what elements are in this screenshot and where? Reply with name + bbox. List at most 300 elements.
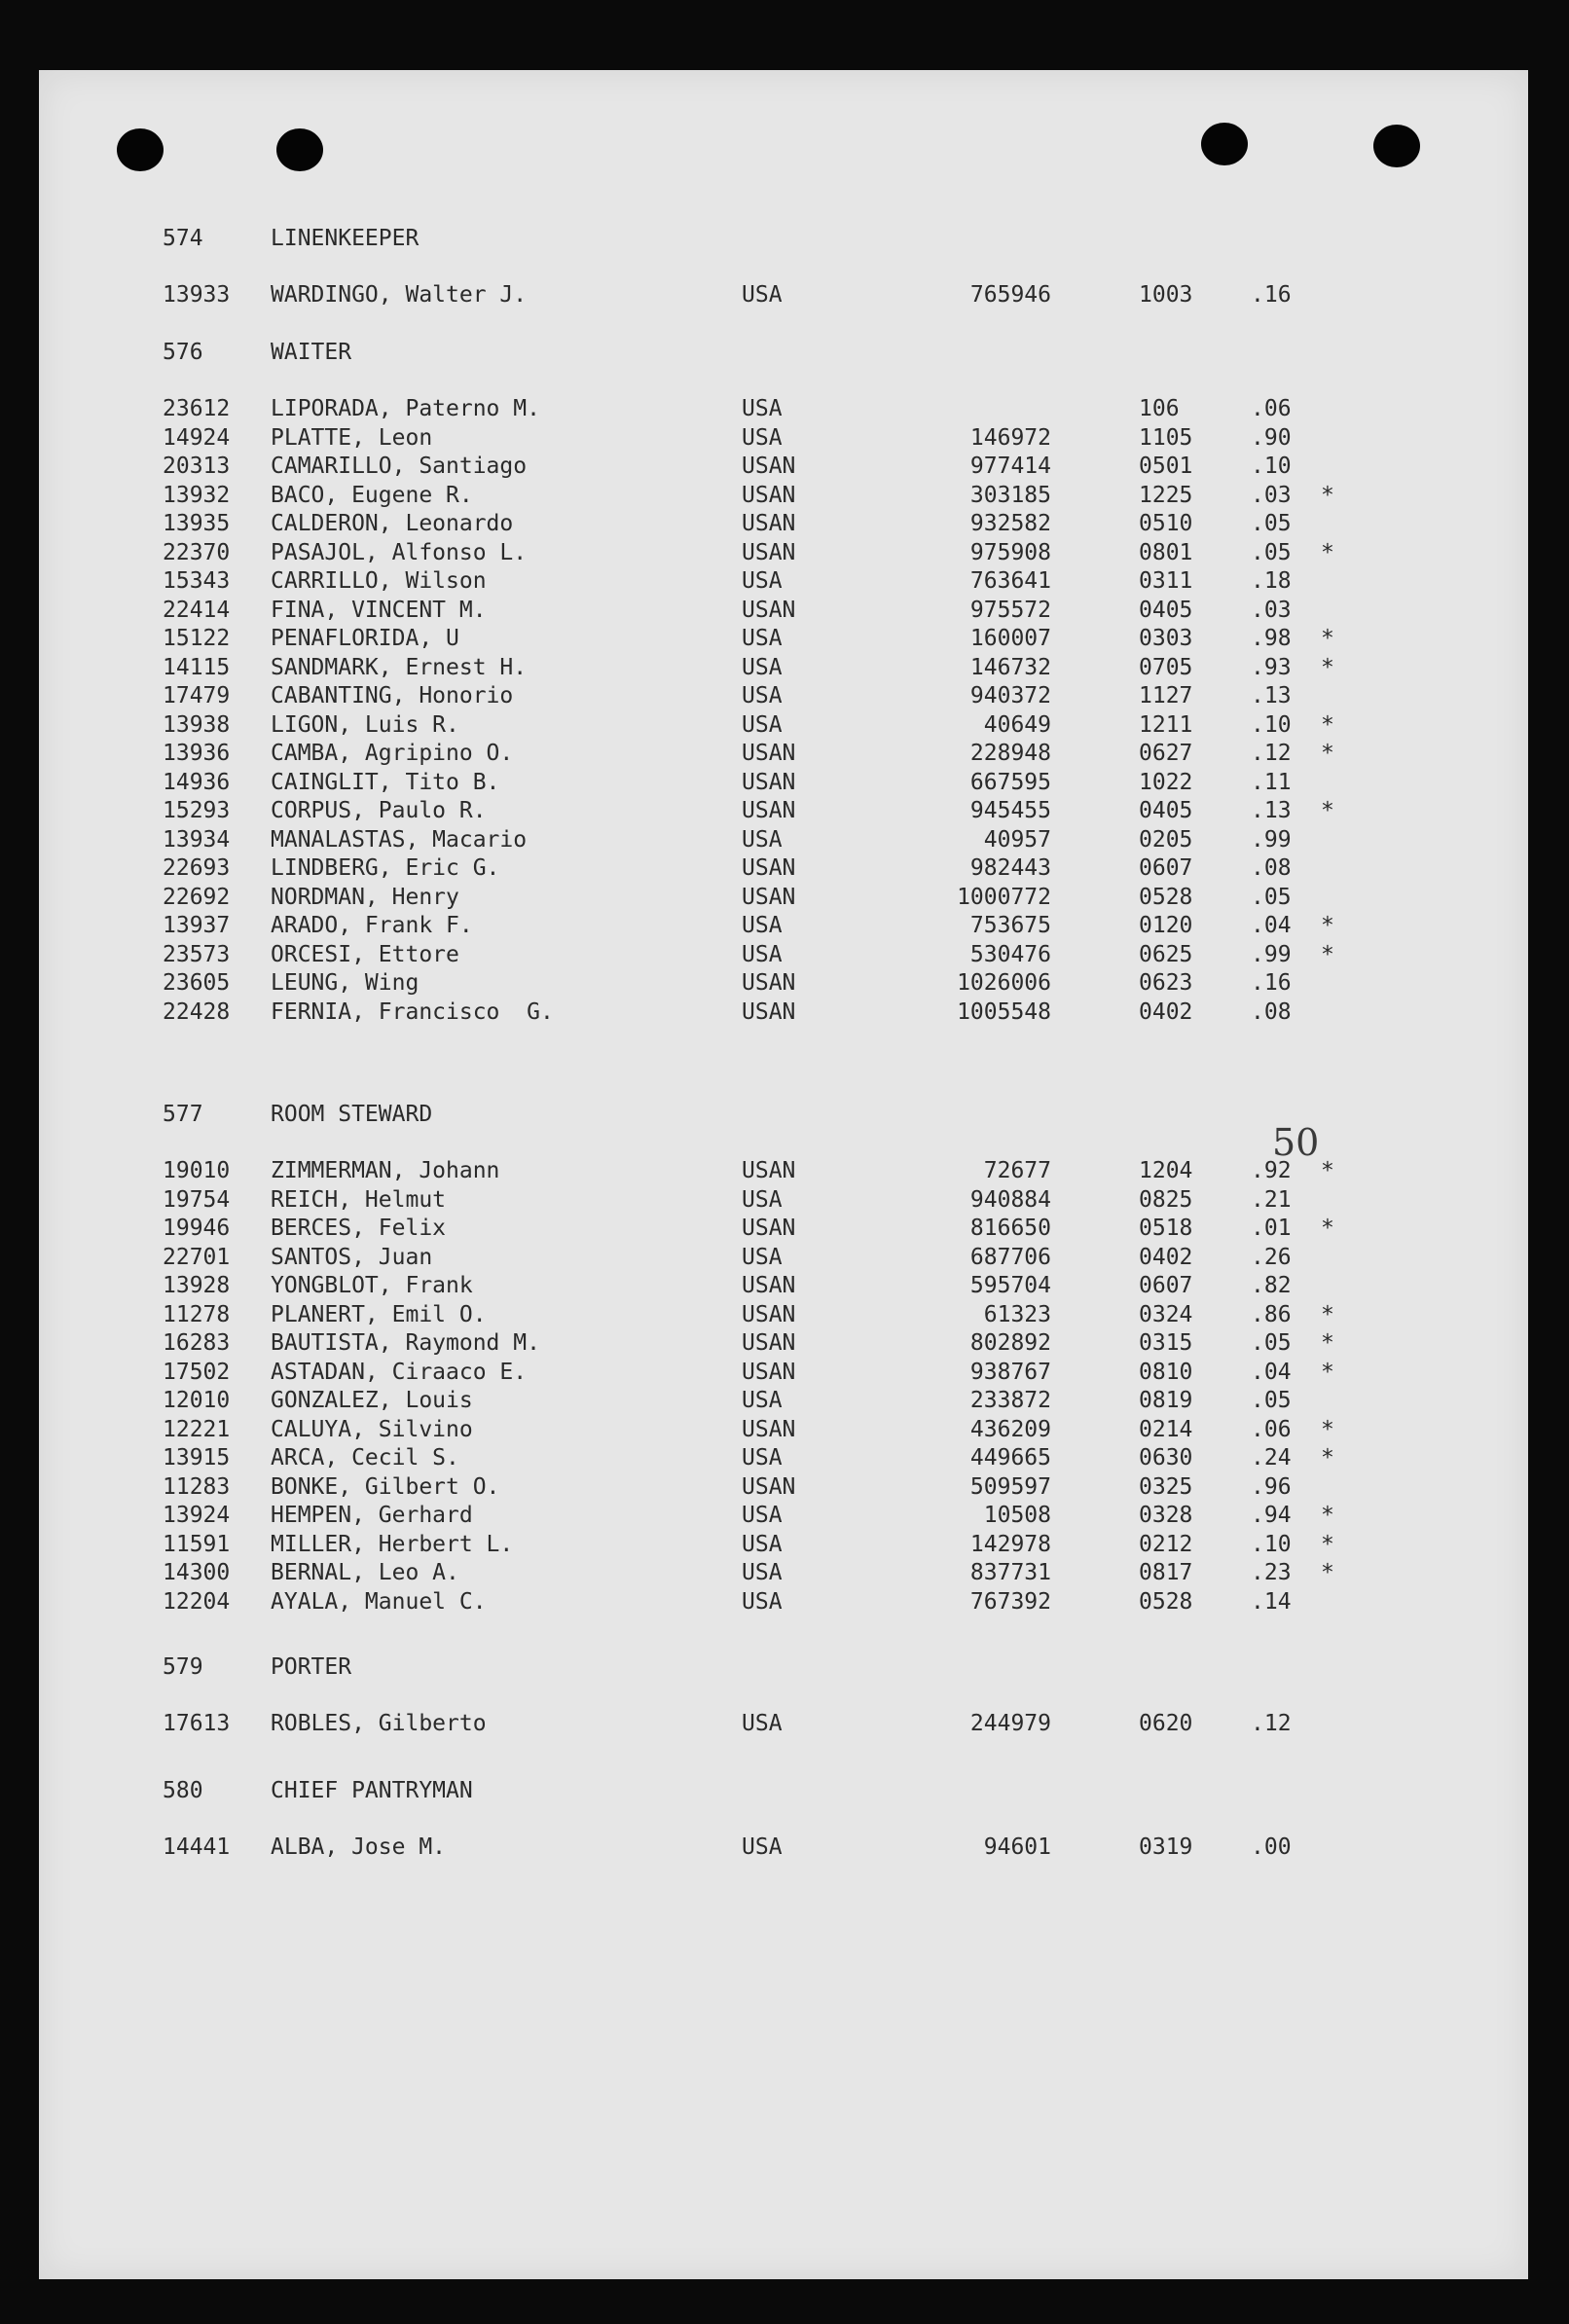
rate-value: .16 xyxy=(1251,970,1292,996)
employee-id: 13933 xyxy=(163,282,231,308)
nationality: USA xyxy=(742,683,783,708)
employee-id: 22692 xyxy=(163,884,231,910)
document-number: 932582 xyxy=(969,511,1051,536)
date-code: 0607 xyxy=(1139,855,1193,881)
date-code: 0801 xyxy=(1139,539,1193,565)
nationality: USAN xyxy=(742,884,796,910)
table-row xyxy=(39,282,1528,311)
employee-name: CAMBA, Agripino O. xyxy=(271,741,514,766)
document-number: 233872 xyxy=(969,1388,1051,1413)
employee-id: 13924 xyxy=(163,1503,231,1528)
nationality: USA xyxy=(742,568,783,594)
table-row xyxy=(39,970,1528,999)
employee-id: 11591 xyxy=(163,1531,231,1557)
date-code: 0402 xyxy=(1139,1244,1193,1270)
table-row xyxy=(39,568,1528,598)
section-577 xyxy=(39,1102,1528,1617)
employee-name: CALDERON, Leonardo xyxy=(271,511,514,536)
nationality: USAN xyxy=(742,999,796,1025)
table-row xyxy=(39,1834,1528,1864)
asterisk-mark: * xyxy=(1321,1330,1334,1356)
document-number: 10508 xyxy=(983,1503,1051,1528)
nationality: USA xyxy=(742,626,783,651)
nationality: USA xyxy=(742,1531,783,1557)
date-code: 0528 xyxy=(1139,1588,1193,1615)
asterisk-mark: * xyxy=(1321,539,1334,565)
date-code: 1127 xyxy=(1139,683,1193,708)
date-code: 0623 xyxy=(1139,970,1193,996)
date-code: 0817 xyxy=(1139,1560,1193,1585)
rate-value: .90 xyxy=(1251,424,1292,451)
date-code: 1022 xyxy=(1139,769,1193,795)
nationality: USA xyxy=(742,1445,783,1471)
date-code: 1211 xyxy=(1139,711,1193,738)
table-row xyxy=(39,1302,1528,1331)
nationality: USA xyxy=(742,826,783,853)
table-row xyxy=(39,741,1528,770)
rate-value: .08 xyxy=(1251,999,1292,1025)
section-rows xyxy=(39,1834,1528,1864)
nationality: USAN xyxy=(742,1359,796,1385)
date-code: 1105 xyxy=(1139,424,1193,451)
nationality: USAN xyxy=(742,1273,796,1298)
nationality: USA xyxy=(742,941,783,967)
section-rows xyxy=(39,396,1528,1028)
employee-id: 17502 xyxy=(163,1359,231,1385)
employee-name: LIGON, Luis R. xyxy=(271,711,459,738)
table-row xyxy=(39,855,1528,885)
table-row xyxy=(39,827,1528,856)
nationality: USAN xyxy=(742,1158,796,1183)
employee-name: PLATTE, Leon xyxy=(271,424,433,451)
date-code: 0528 xyxy=(1139,884,1193,910)
employee-id: 14936 xyxy=(163,769,231,795)
document-number: 228948 xyxy=(969,741,1051,766)
employee-id: 23573 xyxy=(163,941,231,967)
rate-value: .18 xyxy=(1251,568,1292,594)
rate-value: .12 xyxy=(1251,1711,1292,1736)
document-number: 160007 xyxy=(969,626,1051,651)
employee-id: 19010 xyxy=(163,1158,231,1183)
employee-name: BACO, Eugene R. xyxy=(271,482,473,508)
section-579 xyxy=(39,1654,1528,1740)
section-title: PORTER xyxy=(271,1654,352,1680)
employee-name: NORDMAN, Henry xyxy=(271,884,459,910)
rate-value: .99 xyxy=(1251,941,1292,967)
table-row xyxy=(39,626,1528,655)
employee-id: 14115 xyxy=(163,654,231,680)
table-row xyxy=(39,1216,1528,1245)
section-header xyxy=(39,1654,1528,1711)
table-row xyxy=(39,1560,1528,1589)
table-row xyxy=(39,913,1528,942)
employee-id: 13938 xyxy=(163,711,231,738)
employee-name: CABANTING, Honorio xyxy=(271,683,514,708)
employee-id: 22701 xyxy=(163,1244,231,1270)
table-row xyxy=(39,1445,1528,1474)
page-number: 50 xyxy=(1272,1121,1320,1164)
section-header xyxy=(39,340,1528,396)
document-number: 142978 xyxy=(969,1531,1051,1557)
document-number: 667595 xyxy=(969,769,1051,795)
table-row xyxy=(39,1503,1528,1532)
rate-value: .03 xyxy=(1251,482,1292,508)
nationality: USAN xyxy=(742,1216,796,1241)
date-code: 0620 xyxy=(1139,1711,1193,1736)
document-number: 975572 xyxy=(969,597,1051,623)
nationality: USA xyxy=(742,654,783,680)
employee-id: 12204 xyxy=(163,1588,231,1615)
date-code: 1204 xyxy=(1139,1158,1193,1183)
rate-value: .16 xyxy=(1251,282,1292,308)
employee-id: 13932 xyxy=(163,482,231,508)
employee-id: 20313 xyxy=(163,454,231,479)
document-number: 436209 xyxy=(969,1416,1051,1442)
section-header xyxy=(39,226,1528,282)
nationality: USAN xyxy=(742,798,796,823)
document-number: 72677 xyxy=(983,1158,1051,1183)
document-number: 146732 xyxy=(969,654,1051,680)
employee-id: 12221 xyxy=(163,1416,231,1442)
date-code: 0212 xyxy=(1139,1531,1193,1557)
document-number: 244979 xyxy=(969,1711,1051,1736)
employee-id: 17613 xyxy=(163,1711,231,1736)
employee-name: SANTOS, Juan xyxy=(271,1244,433,1270)
document-number: 687706 xyxy=(969,1244,1051,1270)
employee-id: 11278 xyxy=(163,1301,231,1327)
rate-value: .24 xyxy=(1251,1445,1292,1471)
rate-value: .21 xyxy=(1251,1186,1292,1213)
table-row xyxy=(39,396,1528,425)
date-code: 0607 xyxy=(1139,1273,1193,1298)
employee-id: 14300 xyxy=(163,1560,231,1585)
asterisk-mark: * xyxy=(1321,1503,1334,1528)
section-title: ROOM STEWARD xyxy=(271,1102,433,1127)
nationality: USAN xyxy=(742,454,796,479)
document-number: 938767 xyxy=(969,1359,1051,1385)
employee-name: CORPUS, Paulo R. xyxy=(271,798,487,823)
document-number: 449665 xyxy=(969,1445,1051,1471)
rate-value: .01 xyxy=(1251,1216,1292,1241)
asterisk-mark: * xyxy=(1321,711,1334,738)
employee-name: PENAFLORIDA, U xyxy=(271,626,459,651)
date-code: 0510 xyxy=(1139,511,1193,536)
document-number: 753675 xyxy=(969,913,1051,938)
asterisk-mark: * xyxy=(1321,482,1334,508)
date-code: 0311 xyxy=(1139,568,1193,594)
nationality: USA xyxy=(742,1560,783,1585)
table-row xyxy=(39,1711,1528,1740)
employee-id: 15343 xyxy=(163,568,231,594)
document-number: 1005548 xyxy=(957,999,1051,1025)
date-code: 0328 xyxy=(1139,1503,1193,1528)
employee-name: ARCA, Cecil S. xyxy=(271,1445,459,1471)
nationality: USAN xyxy=(742,482,796,508)
employee-id: 16283 xyxy=(163,1330,231,1356)
document-number: 1000772 xyxy=(957,884,1051,910)
date-code: 0120 xyxy=(1139,913,1193,938)
employee-id: 11283 xyxy=(163,1473,231,1500)
date-code: 0501 xyxy=(1139,454,1193,479)
employee-name: MILLER, Herbert L. xyxy=(271,1531,514,1557)
document-number: 61323 xyxy=(983,1301,1051,1327)
section-code: 577 xyxy=(163,1102,203,1127)
document-number: 767392 xyxy=(969,1588,1051,1615)
date-code: 0405 xyxy=(1139,798,1193,823)
table-row xyxy=(39,712,1528,742)
rate-value: .05 xyxy=(1251,1388,1292,1413)
rate-value: .05 xyxy=(1251,1330,1292,1356)
employee-name: ARADO, Frank F. xyxy=(271,913,473,938)
nationality: USA xyxy=(742,282,783,308)
rate-value: .06 xyxy=(1251,396,1292,421)
rate-value: .05 xyxy=(1251,884,1292,910)
table-row xyxy=(39,942,1528,971)
document-number: 816650 xyxy=(969,1216,1051,1241)
document-number: 982443 xyxy=(969,855,1051,881)
table-row xyxy=(39,511,1528,540)
table-row xyxy=(39,1245,1528,1274)
rate-value: .26 xyxy=(1251,1244,1292,1270)
document-number: 977414 xyxy=(969,454,1051,479)
nationality: USAN xyxy=(742,769,796,795)
document-number: 940372 xyxy=(969,683,1051,708)
employee-name: ASTADAN, Ciraaco E. xyxy=(271,1359,528,1385)
employee-name: ORCESI, Ettore xyxy=(271,941,459,967)
nationality: USA xyxy=(742,424,783,451)
document-number: 837731 xyxy=(969,1560,1051,1585)
date-code: 0324 xyxy=(1139,1301,1193,1327)
rate-value: .14 xyxy=(1251,1588,1292,1615)
crew-list xyxy=(39,70,1528,2279)
date-code: 0205 xyxy=(1139,826,1193,853)
employee-name: BAUTISTA, Raymond M. xyxy=(271,1330,540,1356)
table-row xyxy=(39,1360,1528,1389)
employee-id: 12010 xyxy=(163,1388,231,1413)
document-number: 40957 xyxy=(983,826,1051,853)
asterisk-mark: * xyxy=(1321,941,1334,967)
section-title: WAITER xyxy=(271,340,352,365)
date-code: 0825 xyxy=(1139,1186,1193,1213)
date-code: 1003 xyxy=(1139,282,1193,308)
employee-name: YONGBLOT, Frank xyxy=(271,1273,473,1298)
document-number: 94601 xyxy=(983,1834,1051,1860)
document-number: 595704 xyxy=(969,1273,1051,1298)
document-number: 763641 xyxy=(969,568,1051,594)
employee-name: BERNAL, Leo A. xyxy=(271,1560,459,1585)
document-number: 530476 xyxy=(969,941,1051,967)
rate-value: .93 xyxy=(1251,654,1292,680)
employee-name: ZIMMERMAN, Johann xyxy=(271,1158,500,1183)
section-rows xyxy=(39,282,1528,311)
document-number: 303185 xyxy=(969,482,1051,508)
table-row xyxy=(39,425,1528,454)
asterisk-mark: * xyxy=(1321,741,1334,766)
rate-value: .23 xyxy=(1251,1560,1292,1585)
nationality: USAN xyxy=(742,511,796,536)
employee-name: PASAJOL, Alfonso L. xyxy=(271,539,528,565)
rate-value: .10 xyxy=(1251,711,1292,738)
section-code: 579 xyxy=(163,1654,203,1680)
employee-name: CAINGLIT, Tito B. xyxy=(271,769,500,795)
rate-value: .08 xyxy=(1251,855,1292,881)
table-row xyxy=(39,598,1528,627)
date-code: 0819 xyxy=(1139,1388,1193,1413)
nationality: USAN xyxy=(742,1416,796,1442)
employee-name: FINA, VINCENT M. xyxy=(271,597,487,623)
nationality: USA xyxy=(742,711,783,738)
date-code: 0625 xyxy=(1139,941,1193,967)
employee-id: 13935 xyxy=(163,511,231,536)
employee-id: 22693 xyxy=(163,855,231,881)
employee-name: ROBLES, Gilberto xyxy=(271,1711,487,1736)
employee-name: LIPORADA, Paterno M. xyxy=(271,396,540,421)
section-header xyxy=(39,1778,1528,1834)
nationality: USAN xyxy=(742,539,796,565)
document-number: 802892 xyxy=(969,1330,1051,1356)
rate-value: .12 xyxy=(1251,741,1292,766)
asterisk-mark: * xyxy=(1321,1416,1334,1442)
date-code: 0319 xyxy=(1139,1834,1193,1860)
rate-value: .86 xyxy=(1251,1301,1292,1327)
employee-id: 13936 xyxy=(163,741,231,766)
table-row xyxy=(39,1187,1528,1216)
asterisk-mark: * xyxy=(1321,913,1334,938)
rate-value: .03 xyxy=(1251,597,1292,623)
rate-value: .10 xyxy=(1251,454,1292,479)
date-code: 0518 xyxy=(1139,1216,1193,1241)
table-row xyxy=(39,540,1528,569)
employee-name: MANALASTAS, Macario xyxy=(271,826,528,853)
table-row xyxy=(39,885,1528,914)
section-rows xyxy=(39,1711,1528,1740)
nationality: USAN xyxy=(742,970,796,996)
rate-value: .04 xyxy=(1251,913,1292,938)
nationality: USAN xyxy=(742,1473,796,1500)
section-code: 580 xyxy=(163,1778,203,1803)
employee-name: LEUNG, Wing xyxy=(271,970,420,996)
employee-id: 22414 xyxy=(163,597,231,623)
employee-id: 19946 xyxy=(163,1216,231,1241)
section-574 xyxy=(39,226,1528,311)
document-number: 945455 xyxy=(969,798,1051,823)
table-row xyxy=(39,1532,1528,1561)
table-row xyxy=(39,454,1528,483)
section-code: 574 xyxy=(163,226,203,251)
rate-value: .06 xyxy=(1251,1416,1292,1442)
employee-id: 14441 xyxy=(163,1834,231,1860)
nationality: USA xyxy=(742,913,783,938)
table-row xyxy=(39,798,1528,827)
rate-value: .94 xyxy=(1251,1503,1292,1528)
asterisk-mark: * xyxy=(1321,1216,1334,1241)
asterisk-mark: * xyxy=(1321,1531,1334,1557)
employee-id: 14924 xyxy=(163,424,231,451)
rate-value: .05 xyxy=(1251,511,1292,536)
employee-id: 13934 xyxy=(163,826,231,853)
asterisk-mark: * xyxy=(1321,1301,1334,1327)
date-code: 106 xyxy=(1139,396,1180,421)
rate-value: .05 xyxy=(1251,539,1292,565)
employee-name: SANDMARK, Ernest H. xyxy=(271,654,528,680)
employee-name: PLANERT, Emil O. xyxy=(271,1301,487,1327)
table-row xyxy=(39,1388,1528,1417)
nationality: USAN xyxy=(742,597,796,623)
employee-name: HEMPEN, Gerhard xyxy=(271,1503,473,1528)
table-row xyxy=(39,683,1528,712)
employee-id: 15293 xyxy=(163,798,231,823)
employee-name: WARDINGO, Walter J. xyxy=(271,282,528,308)
nationality: USA xyxy=(742,1186,783,1213)
asterisk-mark: * xyxy=(1321,1445,1334,1471)
section-580 xyxy=(39,1778,1528,1864)
asterisk-mark: * xyxy=(1321,1359,1334,1385)
nationality: USAN xyxy=(742,741,796,766)
date-code: 0402 xyxy=(1139,999,1193,1025)
asterisk-mark: * xyxy=(1321,654,1334,680)
date-code: 0705 xyxy=(1139,654,1193,680)
section-576 xyxy=(39,340,1528,1028)
nationality: USAN xyxy=(742,855,796,881)
date-code: 0810 xyxy=(1139,1359,1193,1385)
document-number: 1026006 xyxy=(957,970,1051,996)
rate-value: .92 xyxy=(1251,1158,1292,1183)
date-code: 0627 xyxy=(1139,741,1193,766)
document-page xyxy=(39,70,1528,2279)
employee-id: 19754 xyxy=(163,1186,231,1213)
table-row xyxy=(39,1330,1528,1360)
employee-name: GONZALEZ, Louis xyxy=(271,1388,473,1413)
employee-id: 13928 xyxy=(163,1273,231,1298)
table-row xyxy=(39,1417,1528,1446)
section-code: 576 xyxy=(163,340,203,365)
rate-value: .13 xyxy=(1251,798,1292,823)
section-title: LINENKEEPER xyxy=(271,226,420,251)
document-number: 975908 xyxy=(969,539,1051,565)
section-rows xyxy=(39,1158,1528,1617)
employee-id: 13915 xyxy=(163,1445,231,1471)
section-title: CHIEF PANTRYMAN xyxy=(271,1778,473,1803)
employee-name: CALUYA, Silvino xyxy=(271,1416,473,1442)
employee-name: LINDBERG, Eric G. xyxy=(271,855,500,881)
table-row xyxy=(39,999,1528,1029)
asterisk-mark: * xyxy=(1321,1560,1334,1585)
nationality: USA xyxy=(742,1244,783,1270)
employee-name: CAMARILLO, Santiago xyxy=(271,454,528,479)
date-code: 0315 xyxy=(1139,1330,1193,1356)
rate-value: .00 xyxy=(1251,1834,1292,1860)
nationality: USA xyxy=(742,1388,783,1413)
employee-name: ALBA, Jose M. xyxy=(271,1834,447,1860)
employee-id: 15122 xyxy=(163,626,231,651)
date-code: 0303 xyxy=(1139,626,1193,651)
asterisk-mark: * xyxy=(1321,626,1334,651)
employee-id: 13937 xyxy=(163,913,231,938)
date-code: 1225 xyxy=(1139,482,1193,508)
table-row xyxy=(39,655,1528,684)
date-code: 0325 xyxy=(1139,1473,1193,1500)
document-number: 40649 xyxy=(983,711,1051,738)
nationality: USAN xyxy=(742,1330,796,1356)
employee-name: CARRILLO, Wilson xyxy=(271,568,487,594)
nationality: USA xyxy=(742,1588,783,1615)
table-row xyxy=(39,1589,1528,1618)
employee-name: BERCES, Felix xyxy=(271,1216,447,1241)
asterisk-mark: * xyxy=(1321,798,1334,823)
nationality: USAN xyxy=(742,1301,796,1327)
rate-value: .99 xyxy=(1251,826,1292,853)
rate-value: .10 xyxy=(1251,1531,1292,1557)
